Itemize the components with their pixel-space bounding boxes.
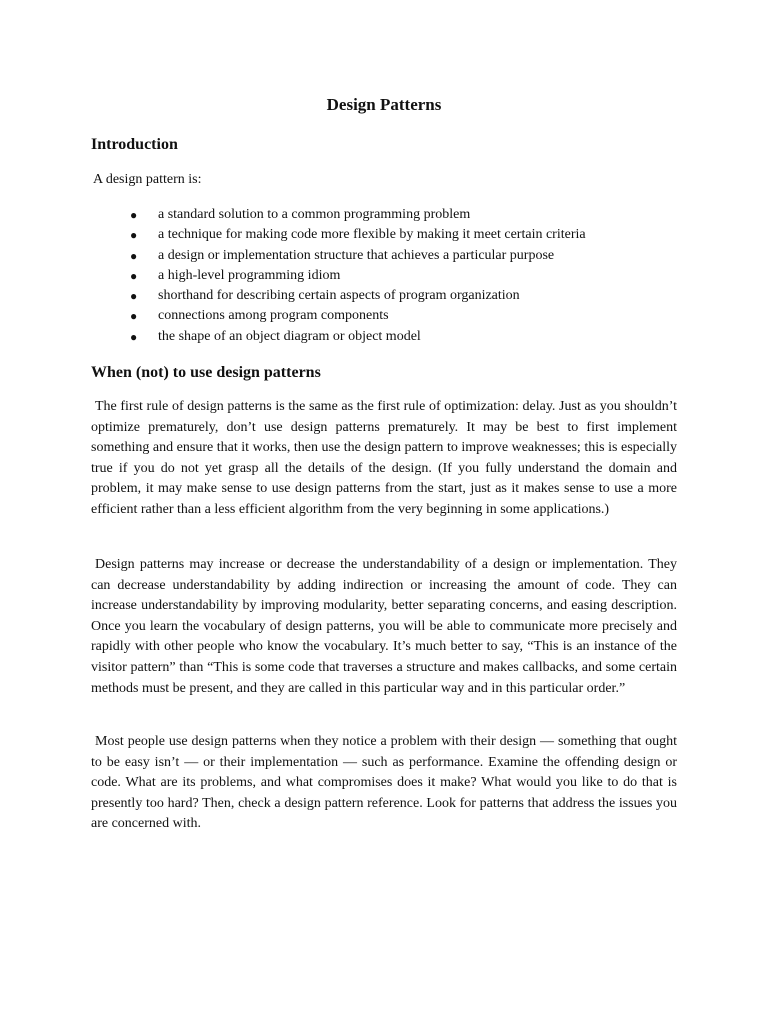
- intro-lead-text: A design pattern is:: [93, 172, 202, 187]
- bullet-icon: ●: [130, 248, 138, 263]
- document-title: Design Patterns: [326, 95, 442, 114]
- paragraph-first-rule: The first rule of design patterns is the same as the first rule of optimization: delay. Just as you shouldn’t optimize prematurely, don’t use design patterns prematurely. It may be best to first implement something and ensure that it works, then use the design pattern to improve weaknesses; this is especially true if you do not yet grasp all the details of the design. (If you fully understand the domain and problem, it may make sense to use design patterns from the start, just as it makes sense to use a more efficient rather than a less efficient algorithm from the very beginning in some applications.): [91, 399, 677, 517]
- bullet-icon: ●: [130, 309, 138, 324]
- bullet-icon: ●: [130, 289, 138, 304]
- list-item-text: the shape of an object diagram or object model: [158, 328, 421, 344]
- list-item: [130, 246, 690, 266]
- list-item: [130, 266, 690, 286]
- list-item-text: a technique for making code more flexible by making it meet certain criteria: [158, 227, 586, 243]
- section-heading-when-to-use: When (not) to use design patterns: [91, 364, 321, 381]
- paragraph-understandability: Design patterns may increase or decrease the understandability of a design or implementation. They can decrease understandability by adding indirection or increasing the amount of code. They can increase understandability by improving modularity, better separating concerns, and easing description. Once you learn the vocabulary of design patterns, you will be able to communicate more precisely and rapidly with other people who know the vocabulary. It’s much better to say, “This is an instance of the visitor pattern” than “This is some code that traverses a structure and makes callbacks, and some certain methods must be present, and they are called in this particular way and in this particular order.”: [91, 557, 677, 696]
- paragraph-noticing-problems: Most people use design patterns when they notice a problem with their design — something that ought to be easy isn’t — or their implementation — such as performance. Examine the offending design or code. What are its problems, and what compromises does it make? What would you like to do that is presently too hard? Then, check a design pattern reference. Look for patterns that address the issues you are concerned with.: [91, 734, 677, 832]
- list-item: [130, 306, 690, 326]
- list-item-text: a high-level programming idiom: [158, 267, 341, 283]
- list-item: [130, 286, 690, 306]
- definition-list: [130, 205, 690, 347]
- bullet-icon: ●: [130, 208, 138, 222]
- list-item-text: shorthand for describing certain aspects of program organization: [158, 288, 520, 304]
- bullet-icon: ●: [130, 228, 138, 243]
- bullet-icon: ●: [130, 268, 138, 283]
- list-item-text: connections among program components: [158, 308, 389, 324]
- bullet-icon: ●: [130, 329, 138, 344]
- list-item-text: a design or implementation structure that achieves a particular purpose: [158, 247, 555, 263]
- section-heading-introduction: Introduction: [91, 136, 178, 153]
- list-item-text: a standard solution to a common programming problem: [158, 207, 471, 222]
- list-item: [130, 327, 690, 347]
- list-item: [130, 205, 690, 225]
- list-item: [130, 225, 690, 245]
